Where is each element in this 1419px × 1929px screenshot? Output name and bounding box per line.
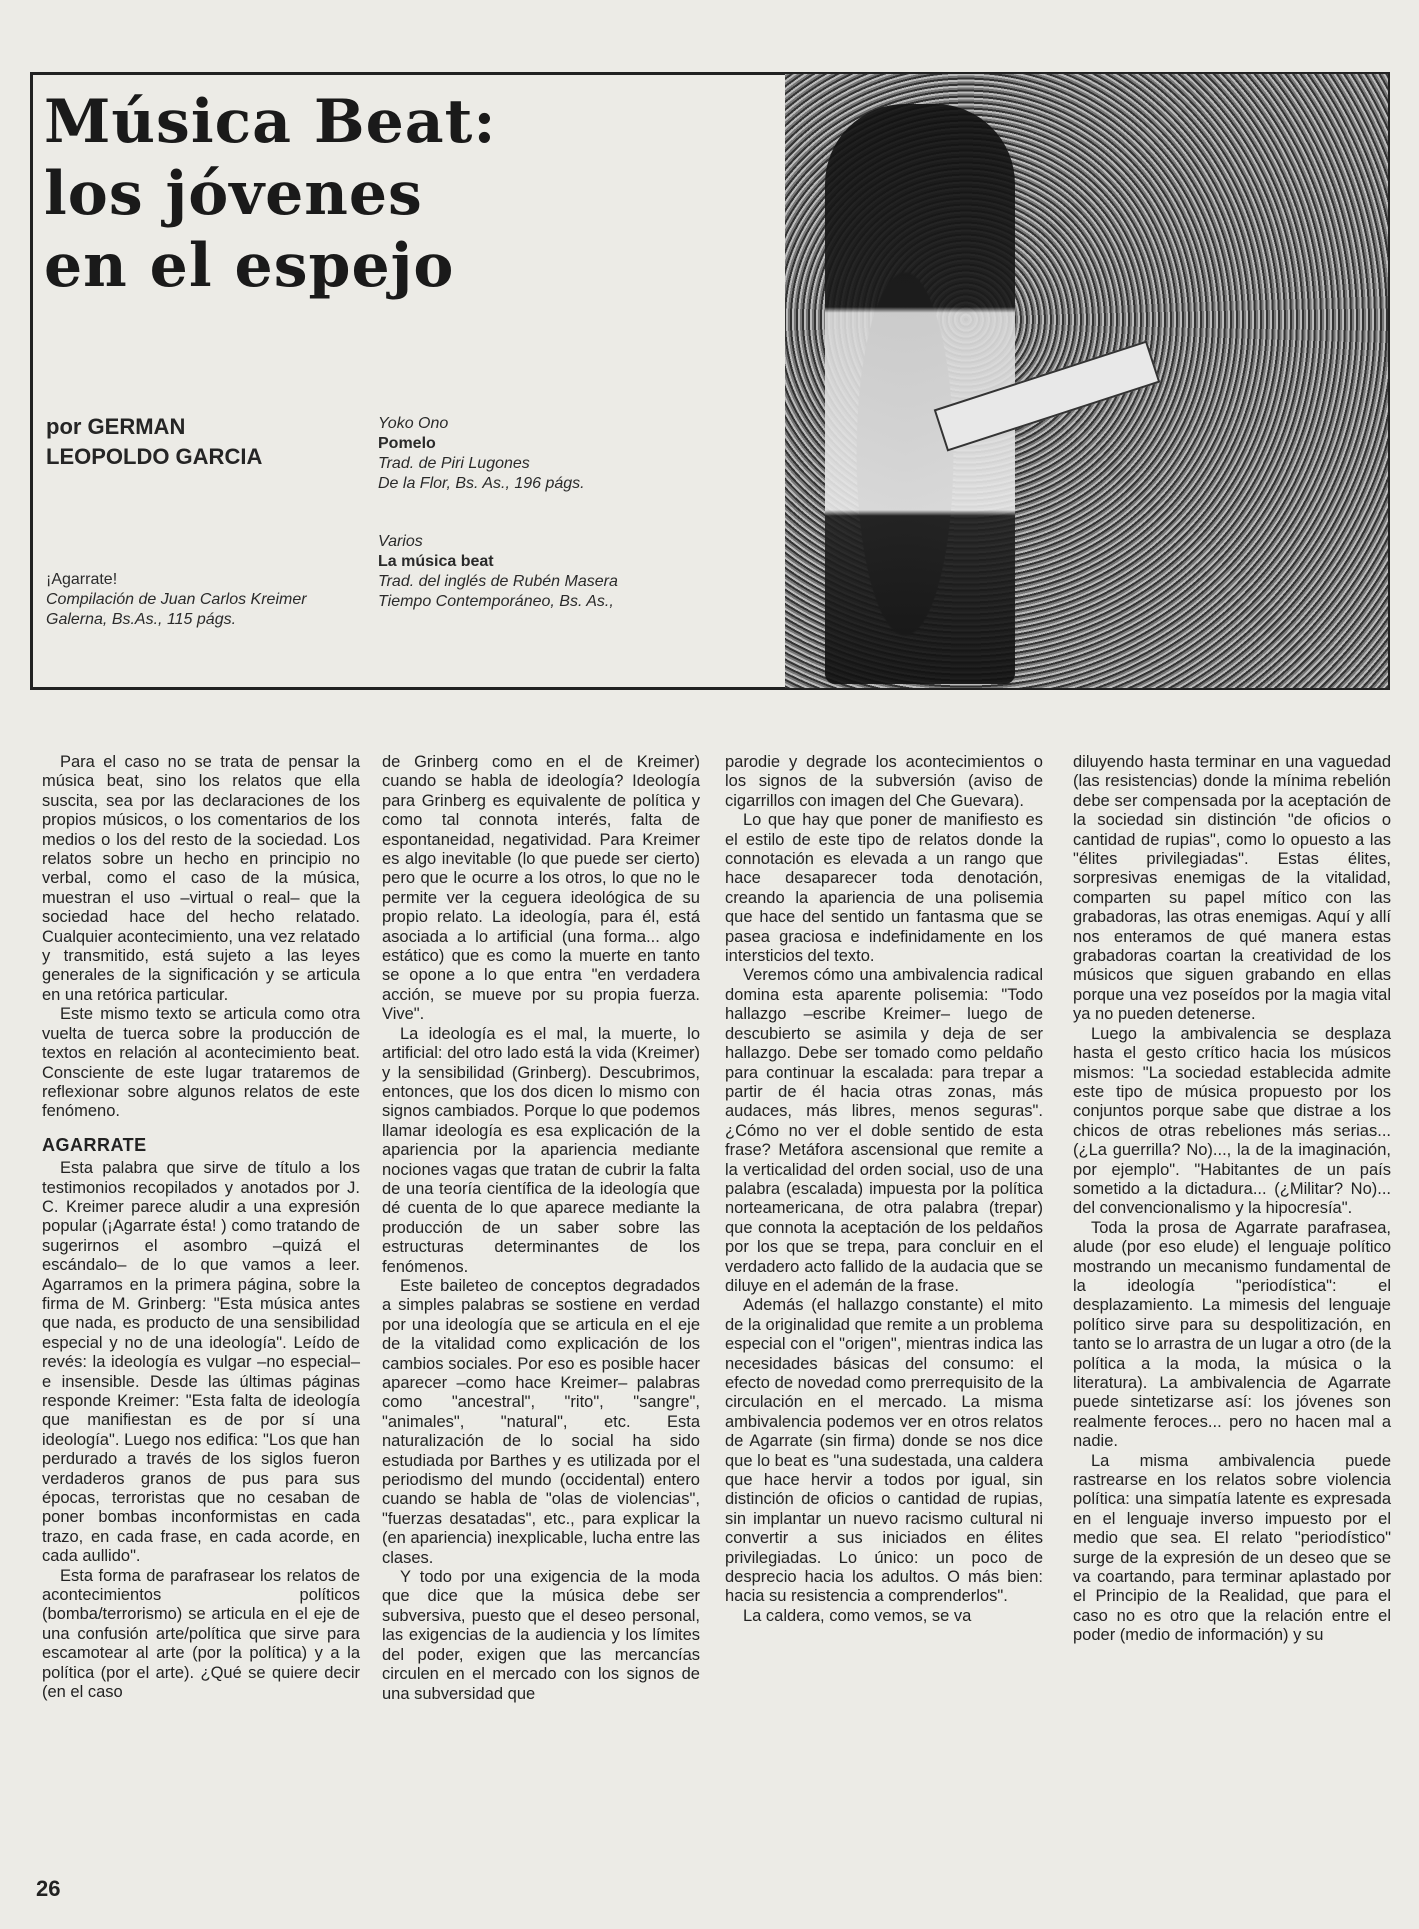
paragraph: Esta palabra que sirve de título a los testimonios recopilados y anotados por J. C. Kreimer parece aludir a una expresión popular (¡Agarrate ésta! ) como tratando de sugerirnos el asombro –quizá el escándalo– de lo que vamos a leer. Agarramos en la primera página, sobre la firma de M. Grinberg: "Esta música antes que nada, es producto de una sensibilidad especial y no de una ideología". Leído de revés: la ideología es vulgar –no especial– e insensible. Desde las últimas páginas responde Kreimer: "Esta falta de ideología que manifiestan es de por sí una ideología". Luego nos edifica: "Los que han perdurado a través de los siglos fueron verdaderos granos de pus para sus épocas, terroristas que no cesaban de poner bombas inconformistas en cada trazo, en cada frase, en cada acorde, en cada aullido".	[42, 1159, 360, 1566]
book-translator: Trad. del inglés de Rubén Masera	[378, 573, 618, 590]
book-compiler: Compilación de Juan Carlos Kreimer	[46, 591, 307, 608]
book-info-varios	[378, 532, 658, 612]
book-author: Varios	[378, 533, 423, 550]
paragraph: Veremos cómo una ambivalencia radical domina esta aparente polisemia: "Todo hallazgo –escribe Kreimer– luego de descubierto se asimila y deja de ser hallazgo. Debe ser tomado como peldaño para continuar la escalada: para trepar a partir de él hacia otras zonas, más audaces, más libres, menos seguras". ¿Cómo no ver el doble sentido de esta frase? Metáfora ascensional que remite a la verticalidad del orden social, uso de una palabra (escalada) impuesta por la política norteamericana, de otra palabra (trepar) que connota la aceptación de los peldaños por los que se trepa, para concluir en el verdadero acto fallido de la audacia que se diluye en el ademán de la frase.	[725, 966, 1043, 1295]
page-number: 26	[36, 1876, 61, 1901]
paragraph: Además (el hallazgo constante) el mito de la originalidad que remite a un problema especial con el "origen", mientras indica las necesidades básicas del consumo: el efecto de novedad como prerrequisito de la circulación en el mercado. La misma ambivalencia podemos ver en otros relatos de Agarrate (sin firma) donde se nos dice que lo beat es "una sudestada, una caldera que hace hervir a todos por igual, sin distinción de oficios o cantidad de rupias, sin implantar un nuevo racismo cultural ni convertir a sus iniciados en élites privilegiadas. Lo único: un poco de desprecio hacia los adultos. O más bien: hacia su resistencia a comprenderlos".	[725, 1296, 1043, 1606]
book-info-agarrate	[46, 570, 346, 630]
article-column-2	[382, 753, 700, 1704]
article-title	[44, 86, 744, 302]
paragraph: Lo que hay que poner de manifiesto es el estilo de este tipo de relatos donde la connotación es elevada a un rango que hace desaparecer toda denotación, creando la apariencia de una polisemia que hace del sentido un fantasma que se pasea graciosa e indefinidamente en los intersticios del texto.	[725, 811, 1043, 966]
article-column-3	[725, 753, 1043, 1626]
paragraph: La caldera, como vemos, se va	[743, 1606, 972, 1625]
title-line-1: Música Beat:	[44, 87, 497, 157]
author-line-1: por GERMAN	[46, 414, 186, 439]
article-column-1	[42, 753, 360, 1703]
article-column-4	[1073, 753, 1391, 1646]
section-heading: AGARRATE	[42, 1134, 147, 1155]
book-title: Pomelo	[378, 435, 436, 452]
paragraph: Este baileteo de conceptos degradados a simples palabras se sostiene en verdad por una ideología que se articula en el eje de la vitalidad como explicación de los cambios sociales. Por eso es posible hacer aparecer –como hace Kreimer– palabras como "ancestral", "rito", "sangre", "animales", "natural", etc. Esta naturalización de lo social ha sido estudiada por Barthes y es utilizada por el periodismo del mundo (occidental) entero cuando se habla de "olas de violencias", "fuerzas desatadas", etc., para explicar la (en apariencia) inexplicable, lucha entre las clases.	[382, 1276, 700, 1567]
paragraph: La ideología es el mal, la muerte, lo artificial: del otro lado está la vida (Kreimer) y la sensibilidad (Grinberg). Descubrimos, entonces, que los dos dicen lo mismo con signos cambiados. Porque lo que podemos llamar ideología es esa explicación de la apariencia por la apariencia mediante nociones vagas que tratan de cubrir la falta de una teoría científica de la ideología que dé cuenta de lo que aparece mediante la producción de un saber sobre las estructuras determinantes de los fenómenos.	[382, 1024, 700, 1276]
paragraph: Este mismo texto se articula como otra vuelta de tuerca sobre la producción de textos en relación al acontecimiento beat. Consciente de este lugar trataremos de reflexionar sobre algunos relatos de este fenómeno.	[42, 1005, 360, 1121]
author-line-2: LEOPOLDO GARCIA	[46, 444, 263, 469]
book-info-yoko-ono	[378, 414, 658, 494]
book-title: La música beat	[378, 553, 494, 570]
author-byline	[46, 412, 262, 472]
book-title: ¡Agarrate!	[46, 571, 118, 588]
paragraph: La misma ambivalencia puede rastrearse en los relatos sobre violencia política: una simpatía latente es expresada en el lenguaje inverso impuesto por el medio que sea. El relato "periodístico" surge de la expresión de un deseo que se va coartando, para terminar aplastado por el Principio de la Realidad, que para el caso no es otro que la relación entre el poder (medio de información) y su	[1073, 1451, 1391, 1645]
book-publisher: Galerna, Bs.As., 115 págs.	[46, 611, 237, 628]
concert-crowd-photo	[785, 74, 1388, 688]
paragraph: parodie y degrade los acontecimientos o los signos de la subversión (aviso de cigarrillos con imagen del Che Guevara).	[725, 753, 1043, 810]
title-line-2: los jóvenes	[44, 159, 423, 229]
title-line-3: en el espejo	[44, 231, 455, 301]
book-publisher: Tiempo Contemporáneo, Bs. As.,	[378, 593, 614, 610]
book-author: Yoko Ono	[378, 415, 449, 432]
paragraph: Y todo por una exigencia de la moda que dice que la música debe ser subversiva, puesto que el deseo personal, las exigencias de la audiencia y los límites del poder, exigen que las mercancías circulen en el mercado con los signos de una subversidad que	[382, 1568, 700, 1703]
paragraph: Toda la prosa de Agarrate parafrasea, alude (por eso elude) el lenguaje político mostrando un mecanismo fundamental de la ideología "periodística": el desplazamiento. La mimesis del lenguaje político sirve para su despolitización, en tanto se lo arrastra de un lugar a otro (de la política a la moda, la música o la literatura). La ambivalencia de Agarrate puede sintetizarse así: los jóvenes son realmente feroces... pero no hacen mal a nadie.	[1073, 1218, 1391, 1451]
book-translator: Trad. de Piri Lugones	[378, 455, 530, 472]
paragraph: de Grinberg como en el de Kreimer) cuando se habla de ideología? Ideología para Grinberg es equivalente de política y como tal connota interés, falta de espontaneidad, negatividad. Para Kreimer es algo inevitable (lo que puede ser cierto) pero que le ocurre a los otros, lo que no le permite ver la ceguera ideológica de su propio relato. La ideología, para él, está asociada a lo artificial (una forma... algo estático) que es como la muerte en tanto se opone a lo que entra "en verdadera acción, se mueve por su propia fuerza. Vive".	[382, 753, 700, 1024]
paragraph: Para el caso no se trata de pensar la música beat, sino los relatos que ella suscita, sea por las declaraciones de los propios músicos, o los comentarios de los medios o los del resto de la sociedad. Los relatos sobre un hecho en principio no verbal, como el caso de la música, muestran el uso –virtual o real– que la sociedad hace del hecho relatado. Cualquier acontecimiento, una vez relatado y transmitido, está sujeto a las leyes generales de la significación y se articula en una retórica particular.	[42, 753, 360, 1004]
paragraph: Luego la ambivalencia se desplaza hasta el gesto crítico hacia los músicos mismos: "La sociedad establecida admite este tipo de música propuesto por los conjuntos porque sabe que distrae a los chicos de otras rebeliones más serias... (¿La guerrilla? No)..., la de la imaginación, por ejemplo". "Habitantes de un país sometido a la dictadura... (¿Militar? No)... del convencionalismo y la hipocresía".	[1073, 1024, 1391, 1218]
paragraph: Esta forma de parafrasear los relatos de acontecimientos políticos (bomba/terrorismo) se articula en el eje de una confusión arte/política que sirve para escamotear al arte (por la política) y a la política (por el arte). ¿Qué se quiere decir (en el caso	[42, 1566, 360, 1702]
paragraph: diluyendo hasta terminar en una vaguedad (las resistencias) donde la mínima rebelión debe ser compensada por la aceptación de la sociedad sin distinción "de oficios o cantidad de rupias", como lo opuesto a las "élites privilegiadas". Estas élites, sorpresivas enemigas de la vitalidad, comparten su papel mítico con las grabadoras, las otras enemigas. Aquí y allí nos enteramos de qué manera estas grabadoras coartan la creatividad de los músicos que siguen grabando en ellas porque una vez poseídos por la magia vital ya no pueden detenerse.	[1073, 753, 1391, 1024]
book-publisher: De la Flor, Bs. As., 196 págs.	[378, 475, 585, 492]
